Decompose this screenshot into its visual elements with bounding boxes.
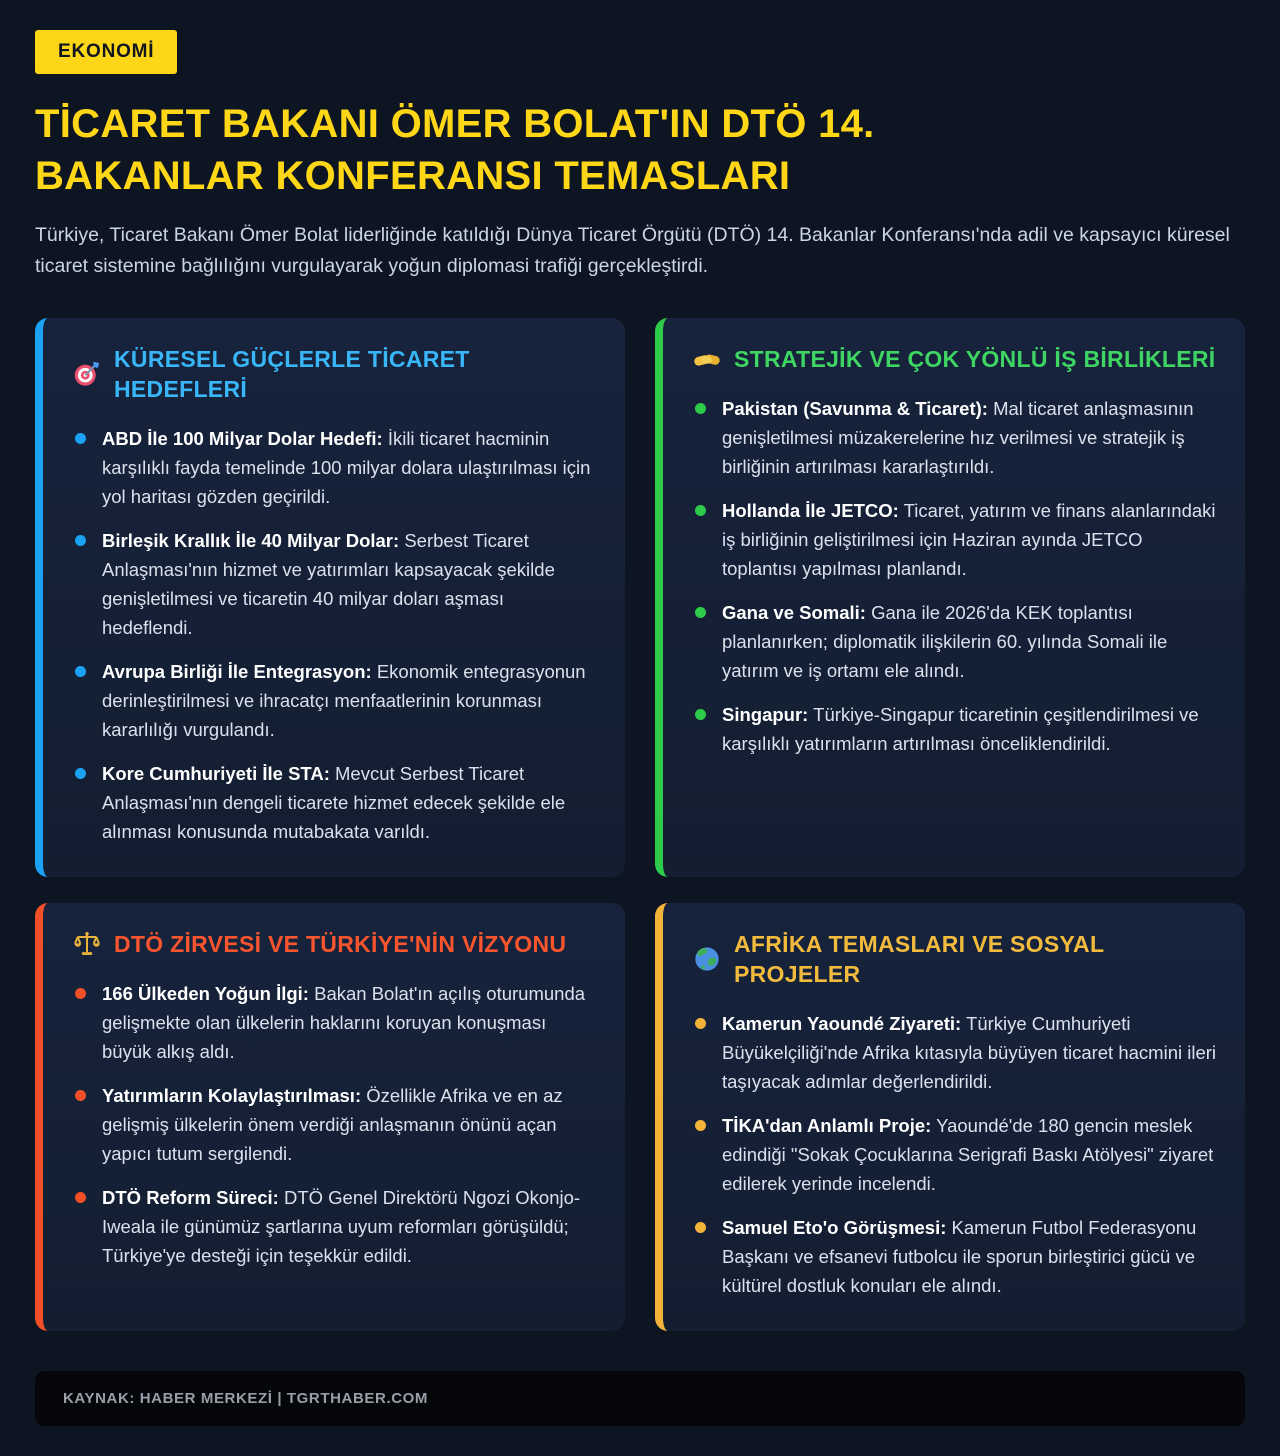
card-title [685, 344, 1219, 374]
bullet-body [722, 1213, 1219, 1300]
globe-icon [693, 945, 721, 973]
bullet-text: Özellikle Afrika ve en az gelişmiş ülkelerin önem verdiği anlaşmanın önünü açan yapıcı tutum sergilendi. [102, 1085, 563, 1164]
bullet-dot [695, 709, 706, 720]
cards-grid [35, 318, 1245, 1331]
bullet-dot [75, 535, 86, 546]
bullet-body [722, 1009, 1219, 1096]
bullet-body [102, 1081, 599, 1168]
bullet-list [65, 424, 599, 846]
source-text: KAYNAK: HABER MERKEZİ | TGRTHABER.COM [63, 1390, 429, 1407]
bullet-label: Kamerun Yaoundé Ziyareti: [722, 1013, 962, 1034]
card-kuresel-guclerle-ticaret-hedefleri [35, 318, 625, 877]
list-item [685, 1111, 1219, 1198]
card-title-text: STRATEJİK VE ÇOK YÖNLÜ İŞ BİRLİKLERİ [734, 346, 1216, 372]
bullet-body [722, 496, 1219, 583]
card-dto-zirvesi-ve-turkiyenin-vizyonu [35, 903, 625, 1331]
bullet-text: Serbest Ticaret Anlaşması'nın hizmet ve yatırımları kapsayacak şekilde genişletilmesi ve ticaretin 40 milyar doları aşması hedeflendi. [102, 530, 555, 638]
list-item [685, 1009, 1219, 1096]
category-badge: EKONOMİ [35, 30, 177, 74]
bullet-text: Kamerun Futbol Federasyonu Başkanı ve efsanevi futbolcu ile sporun birleştirici gücü ve kültürel dostluk konuları ele alındı. [722, 1217, 1197, 1296]
bullet-dot [75, 433, 86, 444]
list-item [65, 424, 599, 511]
bullet-dot [75, 768, 86, 779]
bullet-body [722, 700, 1219, 758]
page-title: TİCARET BAKANI ÖMER BOLAT'IN DTÖ 14. BAKANLAR KONFERANSI TEMASLARI [35, 102, 875, 198]
bullet-label: Samuel Eto'o Görüşmesi: [722, 1217, 947, 1238]
bullet-label: TİKA'dan Anlamlı Proje: [722, 1115, 932, 1136]
bullet-dot [695, 1120, 706, 1131]
card-title [65, 344, 599, 404]
list-item [685, 496, 1219, 583]
card-title [65, 929, 599, 959]
bullet-list [685, 1009, 1219, 1300]
bullet-body [102, 424, 599, 511]
bullet-body [102, 1183, 599, 1270]
bullet-body [102, 759, 599, 846]
list-item [685, 394, 1219, 481]
list-item [65, 526, 599, 642]
card-title-text: AFRİKA TEMASLARI VE SOSYAL PROJELER [734, 931, 1104, 987]
card-title-text: DTÖ ZİRVESİ VE TÜRKİYE'NİN VİZYONU [114, 931, 567, 957]
bullet-dot [75, 1090, 86, 1101]
bullet-dot [75, 666, 86, 677]
bullet-label: Pakistan (Savunma & Ticaret): [722, 398, 988, 419]
scales-icon [73, 930, 101, 958]
bullet-text: İkili ticaret hacminin karşılıklı fayda temelinde 100 milyar dolara ulaştırılması için yol haritası gözden geçirildi. [102, 428, 591, 507]
list-item [65, 1081, 599, 1168]
bullet-label: Yatırımların Kolaylaştırılması: [102, 1085, 362, 1106]
source-bar [35, 1371, 1245, 1426]
bullet-text: Gana ile 2026'da KEK toplantısı planlanırken; diplomatik ilişkilerin 60. yılında Somali ile yatırım ve iş ortamı ele alındı. [722, 602, 1168, 681]
bullet-dot [695, 1018, 706, 1029]
bullet-dot [75, 988, 86, 999]
bullet-body [722, 394, 1219, 481]
bullet-dot [75, 1192, 86, 1203]
bullet-body [102, 979, 599, 1066]
bullet-text: Yaoundé'de 180 gencin meslek edindiği "Sokak Çocuklarına Serigrafi Baskı Atölyesi" ziyaret edilerek yerinde incelendi. [722, 1115, 1214, 1194]
list-item [685, 700, 1219, 758]
bullet-text: Mevcut Serbest Ticaret Anlaşması'nın dengeli ticarete hizmet edecek şekilde ele alınması konusunda mutabakata varıldı. [102, 763, 566, 842]
bullet-label: Singapur: [722, 704, 809, 725]
card-afrika-temaslari-ve-sosyal-projeler [655, 903, 1245, 1331]
bullet-list [65, 979, 599, 1270]
bullet-dot [695, 403, 706, 414]
bullet-label: Kore Cumhuriyeti İle STA: [102, 763, 330, 784]
bullet-body [102, 526, 599, 642]
bullet-label: Birleşik Krallık İle 40 Milyar Dolar: [102, 530, 400, 551]
list-item [685, 1213, 1219, 1300]
bullet-body [102, 657, 599, 744]
list-item [65, 1183, 599, 1270]
bullet-text: Ticaret, yatırım ve finans alanlarındaki iş birliğinin geliştirilmesi için Haziran ayında JETCO toplantısı yapılması planlandı. [722, 500, 1216, 579]
header [35, 30, 1245, 282]
list-item [685, 598, 1219, 685]
bullet-text: Türkiye-Singapur ticaretinin çeşitlendirilmesi ve karşılıklı yatırımların artırılması önceliklendirildi. [722, 704, 1199, 754]
bullet-dot [695, 1222, 706, 1233]
bullet-text: Türkiye Cumhuriyeti Büyükelçiliği'nde Afrika kıtasıyla büyüyen ticaret hacmini ileri taşıyacak adımlar değerlendirildi. [722, 1013, 1217, 1092]
bullet-label: DTÖ Reform Süreci: [102, 1187, 279, 1208]
intro-paragraph: Türkiye, Ticaret Bakanı Ömer Bolat liderliğinde katıldığı Dünya Ticaret Örgütü (DTÖ) 14. Bakanlar Konferansı'nda adil ve kapsayıcı küresel ticaret sistemine bağlılığını vurgulayarak yoğun diplomasi trafiği gerçekleştirdi. [35, 224, 1230, 277]
bullet-label: Avrupa Birliği İle Entegrasyon: [102, 661, 372, 682]
list-item [65, 759, 599, 846]
bullet-body [722, 598, 1219, 685]
bullet-body [722, 1111, 1219, 1198]
card-title-text: KÜRESEL GÜÇLERLE TİCARET HEDEFLERİ [114, 346, 470, 402]
list-item [65, 657, 599, 744]
bullet-label: Hollanda İle JETCO: [722, 500, 899, 521]
list-item [65, 979, 599, 1066]
target-icon [73, 360, 101, 388]
bullet-text: DTÖ Genel Direktörü Ngozi Okonjo-Iweala ile günümüz şartlarına uyum reformları görüşüldü; Türkiye'ye desteği için teşekkür edildi. [102, 1187, 581, 1266]
handshake-icon [693, 345, 721, 373]
bullet-text: Mal ticaret anlaşmasının genişletilmesi müzakerelerine hız verilmesi ve stratejik iş birliğinin artırılması kararlaştırıldı. [722, 398, 1194, 477]
bullet-label: Gana ve Somali: [722, 602, 866, 623]
bullet-text: Ekonomik entegrasyonun derinleştirilmesi ve ihracatçı menfaatlerinin korunması kararlılığı vurgulandı. [102, 661, 586, 740]
bullet-label: ABD İle 100 Milyar Dolar Hedefi: [102, 428, 383, 449]
card-stratejik-ve-cok-yonlu-is-birlikleri [655, 318, 1245, 877]
bullet-text: Bakan Bolat'ın açılış oturumunda gelişmekte olan ülkelerin haklarını koruyan konuşması büyük alkış aldı. [102, 983, 586, 1062]
card-title [685, 929, 1219, 989]
bullet-dot [695, 607, 706, 618]
bullet-label: 166 Ülkeden Yoğun İlgi: [102, 983, 309, 1004]
bullet-dot [695, 505, 706, 516]
bullet-list [685, 394, 1219, 758]
